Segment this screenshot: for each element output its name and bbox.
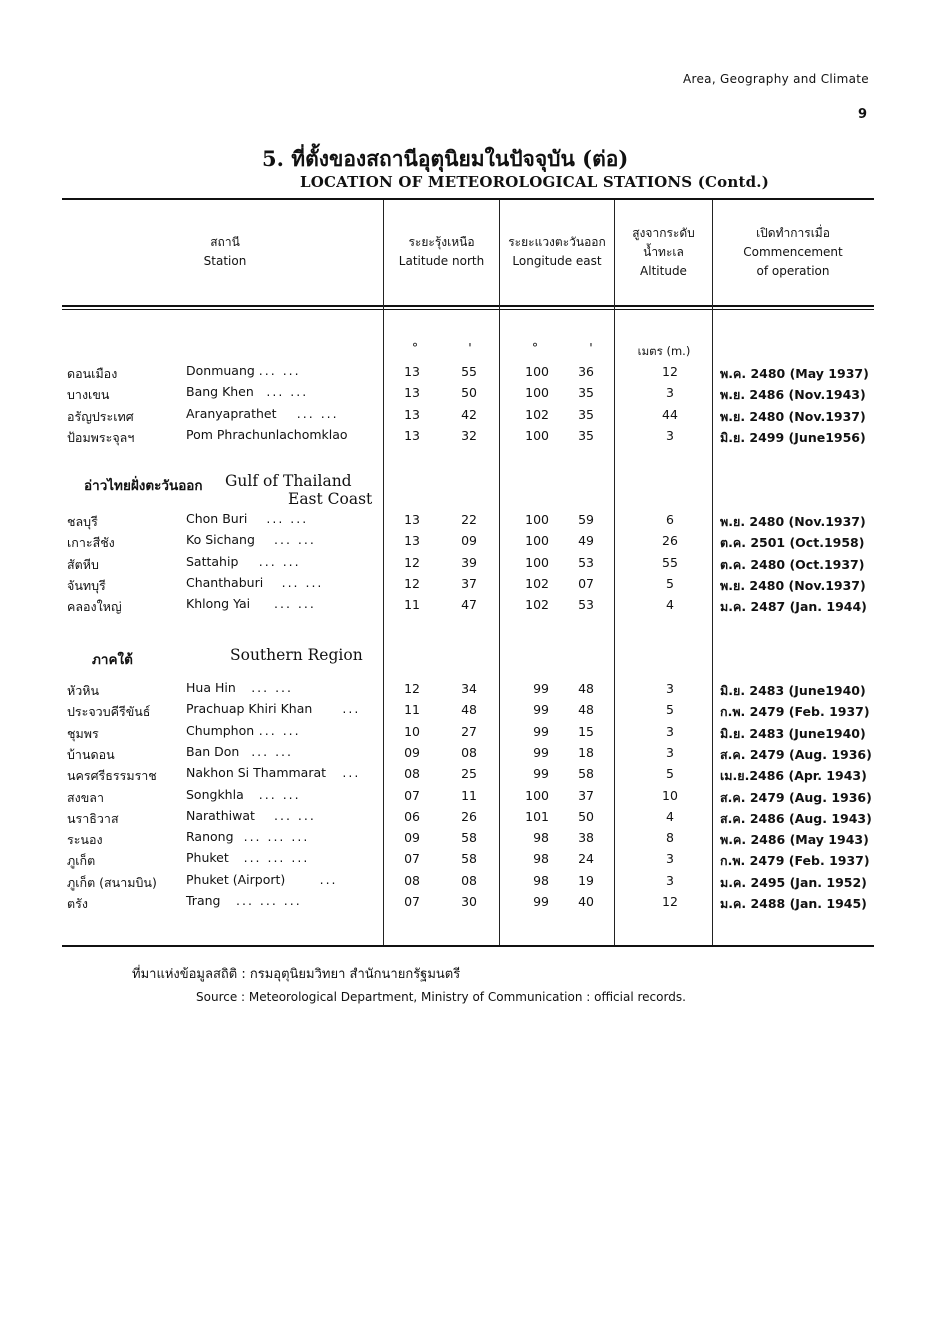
longitude-degrees: 100 xyxy=(525,788,549,803)
altitude-value: 3 xyxy=(666,681,674,696)
longitude-degrees: 102 xyxy=(525,576,549,591)
leader-dots: ... ... xyxy=(274,532,316,547)
station-name-thai: ภูเก็ต (สนามบิน) xyxy=(67,875,157,890)
longitude-minutes: 53 xyxy=(578,555,594,570)
station-name-english: Nakhon Si Thammarat xyxy=(186,765,327,780)
longitude-degrees: 98 xyxy=(533,873,549,888)
leader-dots: ... ... xyxy=(274,808,316,823)
latitude-minutes: 22 xyxy=(461,512,477,527)
header-altitude xyxy=(615,224,712,281)
station-name-english: Chumphon xyxy=(186,723,255,738)
longitude-minutes: 58 xyxy=(578,766,594,781)
leader-dots: ... ... xyxy=(281,575,324,590)
station-name-thai: ภูเก็ต xyxy=(67,853,96,868)
commencement-date: ส.ค. 2479 (Aug. 1936) xyxy=(720,790,872,805)
longitude-minutes: 37 xyxy=(578,788,594,803)
leader-dots: ... ... xyxy=(296,406,339,421)
header-operation xyxy=(713,224,873,281)
commencement-date: ก.พ. 2479 (Feb. 1937) xyxy=(720,853,870,868)
longitude-minutes: 49 xyxy=(578,533,594,548)
commencement-date: พ.ค. 2486 (May 1943) xyxy=(720,832,869,847)
column-divider xyxy=(614,200,615,945)
commencement-date: ต.ค. 2501 (Oct.1958) xyxy=(720,535,865,550)
commencement-date: มิ.ย. 2499 (June1956) xyxy=(720,430,866,445)
altitude-value: 3 xyxy=(666,724,674,739)
leader-dots: ... ... xyxy=(251,680,294,695)
altitude-value: 5 xyxy=(666,576,674,591)
latitude-minutes: 37 xyxy=(461,576,477,591)
altitude-value: 4 xyxy=(666,597,674,612)
commencement-date: ส.ค. 2479 (Aug. 1936) xyxy=(720,747,872,762)
latitude-minutes: 08 xyxy=(461,745,477,760)
longitude-minutes: 24 xyxy=(578,851,594,866)
header-altitude-thai-2: น้ำทะเล xyxy=(643,245,684,259)
longitude-degrees: 100 xyxy=(525,512,549,527)
longitude-minutes: 15 xyxy=(578,724,594,739)
altitude-value: 10 xyxy=(662,788,678,803)
longitude-minutes: 07 xyxy=(578,576,594,591)
latitude-degrees: 13 xyxy=(404,364,420,379)
station-name-thai: ระนอง xyxy=(67,832,103,847)
station-name-english: Songkhla xyxy=(186,787,244,802)
longitude-minutes: 40 xyxy=(578,894,594,909)
leader-dots: ... ... xyxy=(251,744,294,759)
longitude-degrees: 99 xyxy=(533,724,549,739)
commencement-date: มิ.ย. 2483 (June1940) xyxy=(720,726,866,741)
commencement-date: พ.ย. 2480 (Nov.1937) xyxy=(720,514,866,529)
station-name-english: Narathiwat xyxy=(186,808,255,823)
commencement-date: มิ.ย. 2483 (June1940) xyxy=(720,683,866,698)
unit-latitude-degrees: ° xyxy=(411,340,419,355)
longitude-degrees: 99 xyxy=(533,766,549,781)
latitude-minutes: 09 xyxy=(461,533,477,548)
header-bottom-rule xyxy=(62,305,874,307)
station-name-thai: ประจวบคีรีขันธ์ xyxy=(67,704,151,719)
station-name-english: Bang Khen xyxy=(186,384,254,399)
latitude-degrees: 12 xyxy=(404,681,420,696)
page-number: 9 xyxy=(857,107,867,122)
latitude-minutes: 39 xyxy=(461,555,477,570)
station-name-english: Hua Hin xyxy=(186,680,236,695)
longitude-degrees: 100 xyxy=(525,533,549,548)
source-note-thai: ที่มาแห่งข้อมูลสถิติ : กรมอุตุนิยมวิทยา สำนักนายกรัฐมนตรี xyxy=(132,967,461,982)
station-name-english: Chanthaburi xyxy=(186,575,264,590)
leader-dots: ... xyxy=(319,872,338,887)
latitude-degrees: 13 xyxy=(404,533,420,548)
leader-dots: ... ... xyxy=(266,384,309,399)
latitude-degrees: 13 xyxy=(404,407,420,422)
latitude-minutes: 58 xyxy=(461,830,477,845)
table-bottom-rule xyxy=(62,945,874,947)
station-name-thai: บางเขน xyxy=(67,387,110,402)
source-note-english: Source : Meteorological Department, Ministry of Communication : official records. xyxy=(196,990,686,1004)
commencement-date: เม.ย.2486 (Apr. 1943) xyxy=(720,768,867,783)
station-name-thai: คลองใหญ่ xyxy=(67,599,122,614)
altitude-value: 26 xyxy=(662,533,678,548)
commencement-date: ส.ค. 2486 (Aug. 1943) xyxy=(720,811,872,826)
latitude-minutes: 47 xyxy=(461,597,477,612)
station-name-english: Ko Sichang xyxy=(186,532,255,547)
leader-dots: ... xyxy=(342,765,361,780)
header-operation-english-1: Commencement xyxy=(743,245,843,259)
commencement-date: ม.ค. 2488 (Jan. 1945) xyxy=(720,896,867,911)
region-heading-english: Southern Region xyxy=(230,646,363,664)
station-name-thai: ชุมพร xyxy=(67,726,99,741)
altitude-value: 12 xyxy=(662,894,678,909)
header-altitude-thai-1: สูงจากระดับ xyxy=(632,226,695,240)
leader-dots: ... ... ... xyxy=(243,850,310,865)
station-name-english: Sattahip xyxy=(186,554,239,569)
longitude-minutes: 18 xyxy=(578,745,594,760)
station-name-thai: หัวหิน xyxy=(67,683,100,698)
latitude-degrees: 12 xyxy=(404,576,420,591)
longitude-minutes: 35 xyxy=(578,428,594,443)
latitude-minutes: 27 xyxy=(461,724,477,739)
altitude-value: 4 xyxy=(666,809,674,824)
longitude-degrees: 102 xyxy=(525,597,549,612)
unit-longitude-degrees: ° xyxy=(531,340,539,355)
station-name-thai: จันทบุรี xyxy=(67,578,106,593)
station-name-thai: อรัญประเทศ xyxy=(67,409,134,424)
longitude-minutes: 59 xyxy=(578,512,594,527)
longitude-degrees: 100 xyxy=(525,428,549,443)
leader-dots: ... ... xyxy=(258,723,301,738)
table-title-thai: 5. ที่ตั้งของสถานีอุตุนิยมในปัจจุบัน (ต่อ) xyxy=(262,146,629,171)
unit-latitude-minutes: ' xyxy=(468,340,472,355)
leader-dots: ... ... xyxy=(274,596,316,611)
leader-dots: ... ... ... xyxy=(243,829,310,844)
column-divider xyxy=(712,200,713,945)
commencement-date: ม.ค. 2487 (Jan. 1944) xyxy=(720,599,867,614)
latitude-minutes: 25 xyxy=(461,766,477,781)
altitude-value: 12 xyxy=(662,364,678,379)
longitude-degrees: 99 xyxy=(533,702,549,717)
latitude-degrees: 07 xyxy=(404,788,420,803)
header-longitude xyxy=(500,233,614,271)
unit-longitude-minutes: ' xyxy=(589,340,593,355)
latitude-minutes: 26 xyxy=(461,809,477,824)
header-operation-thai: เปิดทำการเมื่อ xyxy=(756,226,830,240)
altitude-value: 55 xyxy=(662,555,678,570)
column-divider xyxy=(499,200,500,945)
commencement-date: พ.ค. 2480 (May 1937) xyxy=(720,366,869,381)
station-name-english: Trang xyxy=(186,893,221,908)
latitude-degrees: 13 xyxy=(404,385,420,400)
station-name-english: Phuket xyxy=(186,850,229,865)
longitude-minutes: 50 xyxy=(578,809,594,824)
header-latitude-english: Latitude north xyxy=(398,254,485,268)
longitude-degrees: 99 xyxy=(533,745,549,760)
latitude-degrees: 07 xyxy=(404,894,420,909)
longitude-minutes: 19 xyxy=(578,873,594,888)
longitude-minutes: 48 xyxy=(578,702,594,717)
station-name-english: Chon Buri xyxy=(186,511,248,526)
header-latitude xyxy=(384,233,499,271)
latitude-degrees: 09 xyxy=(404,830,420,845)
station-name-thai: บ้านดอน xyxy=(67,747,115,762)
latitude-degrees: 10 xyxy=(404,724,420,739)
leader-dots: ... ... xyxy=(266,511,309,526)
latitude-minutes: 42 xyxy=(461,407,477,422)
header-station-english: Station xyxy=(203,254,247,268)
header-station-thai: สถานี xyxy=(210,235,240,249)
longitude-degrees: 102 xyxy=(525,407,549,422)
altitude-value: 3 xyxy=(666,745,674,760)
running-head: Area, Geography and Climate xyxy=(683,72,869,86)
commencement-date: ก.พ. 2479 (Feb. 1937) xyxy=(720,704,870,719)
station-name-thai: ตรัง xyxy=(67,896,88,911)
latitude-degrees: 13 xyxy=(404,512,420,527)
altitude-value: 5 xyxy=(666,702,674,717)
region-heading-thai: ภาคใต้ xyxy=(92,652,133,668)
region-heading-thai: อ่าวไทยฝั่งตะวันออก xyxy=(84,478,203,494)
station-name-english: Phuket (Airport) xyxy=(186,872,286,887)
station-name-thai: สัตหีบ xyxy=(67,557,99,572)
latitude-degrees: 08 xyxy=(404,873,420,888)
latitude-minutes: 58 xyxy=(461,851,477,866)
longitude-minutes: 36 xyxy=(578,364,594,379)
table-title-english: LOCATION OF METEOROLOGICAL STATIONS (Contd.) xyxy=(300,173,769,191)
latitude-minutes: 48 xyxy=(461,702,477,717)
longitude-degrees: 100 xyxy=(525,555,549,570)
leader-dots: ... ... ... xyxy=(236,893,302,908)
latitude-minutes: 50 xyxy=(461,385,477,400)
latitude-minutes: 55 xyxy=(461,364,477,379)
altitude-value: 3 xyxy=(666,873,674,888)
unit-altitude: เมตร (m.) xyxy=(637,344,691,358)
longitude-minutes: 35 xyxy=(578,385,594,400)
leader-dots: ... xyxy=(342,701,361,716)
station-name-thai: เกาะสีชัง xyxy=(67,535,115,550)
station-name-thai: ชลบุรี xyxy=(67,514,98,529)
longitude-degrees: 100 xyxy=(525,385,549,400)
latitude-minutes: 08 xyxy=(461,873,477,888)
longitude-degrees: 101 xyxy=(525,809,549,824)
commencement-date: ม.ค. 2495 (Jan. 1952) xyxy=(720,875,867,890)
altitude-value: 5 xyxy=(666,766,674,781)
latitude-degrees: 12 xyxy=(404,555,420,570)
altitude-value: 44 xyxy=(662,407,678,422)
leader-dots: ... ... xyxy=(258,787,301,802)
station-name-english: Ban Don xyxy=(186,744,240,759)
top-rule xyxy=(62,198,874,200)
commencement-date: พ.ย. 2480 (Nov.1937) xyxy=(720,409,866,424)
station-name-english: Ranong xyxy=(186,829,234,844)
longitude-minutes: 48 xyxy=(578,681,594,696)
header-longitude-english: Longitude east xyxy=(512,254,602,268)
longitude-minutes: 35 xyxy=(578,407,594,422)
latitude-degrees: 09 xyxy=(404,745,420,760)
header-station xyxy=(150,233,300,271)
altitude-value: 3 xyxy=(666,851,674,866)
latitude-degrees: 11 xyxy=(404,702,420,717)
station-name-thai: ป้อมพระจุลฯ xyxy=(67,430,135,445)
commencement-date: พ.ย. 2486 (Nov.1943) xyxy=(720,387,866,402)
altitude-value: 3 xyxy=(666,385,674,400)
leader-dots: ... ... xyxy=(258,363,301,378)
longitude-degrees: 99 xyxy=(533,681,549,696)
longitude-minutes: 38 xyxy=(578,830,594,845)
latitude-degrees: 08 xyxy=(404,766,420,781)
latitude-minutes: 30 xyxy=(461,894,477,909)
latitude-minutes: 32 xyxy=(461,428,477,443)
altitude-value: 6 xyxy=(666,512,674,527)
station-name-english: Donmuang xyxy=(186,363,255,378)
station-name-thai: นครศรีธรรมราช xyxy=(67,768,157,783)
latitude-degrees: 06 xyxy=(404,809,420,824)
altitude-value: 3 xyxy=(666,428,674,443)
longitude-minutes: 53 xyxy=(578,597,594,612)
longitude-degrees: 100 xyxy=(525,364,549,379)
station-name-english: Prachuap Khiri Khan xyxy=(186,701,313,716)
region-heading-english-2: East Coast xyxy=(288,490,373,508)
column-divider xyxy=(383,200,384,945)
longitude-degrees: 98 xyxy=(533,851,549,866)
leader-dots: ... ... xyxy=(258,554,301,569)
header-bottom-rule-2 xyxy=(62,309,874,310)
latitude-degrees: 07 xyxy=(404,851,420,866)
station-name-thai: ดอนเมือง xyxy=(67,366,118,381)
header-longitude-thai: ระยะแวงตะวันออก xyxy=(508,235,606,249)
commencement-date: พ.ย. 2480 (Nov.1937) xyxy=(720,578,866,593)
station-name-english: Aranyaprathet xyxy=(186,406,277,421)
latitude-degrees: 13 xyxy=(404,428,420,443)
station-name-thai: สงขลา xyxy=(67,790,104,805)
header-altitude-english: Altitude xyxy=(640,264,687,278)
altitude-value: 8 xyxy=(666,830,674,845)
longitude-degrees: 98 xyxy=(533,830,549,845)
latitude-degrees: 11 xyxy=(404,597,420,612)
header-operation-english-2: of operation xyxy=(756,264,830,278)
longitude-degrees: 99 xyxy=(533,894,549,909)
station-name-english: Khlong Yai xyxy=(186,596,251,611)
region-heading-english: Gulf of Thailand xyxy=(225,472,352,490)
latitude-minutes: 34 xyxy=(461,681,477,696)
station-name-thai: นราธิวาส xyxy=(67,811,119,826)
commencement-date: ต.ค. 2480 (Oct.1937) xyxy=(720,557,865,572)
latitude-minutes: 11 xyxy=(461,788,477,803)
header-latitude-thai: ระยะรุ้งเหนือ xyxy=(408,235,475,249)
station-name-english: Pom Phrachunlachomklao xyxy=(186,427,348,442)
